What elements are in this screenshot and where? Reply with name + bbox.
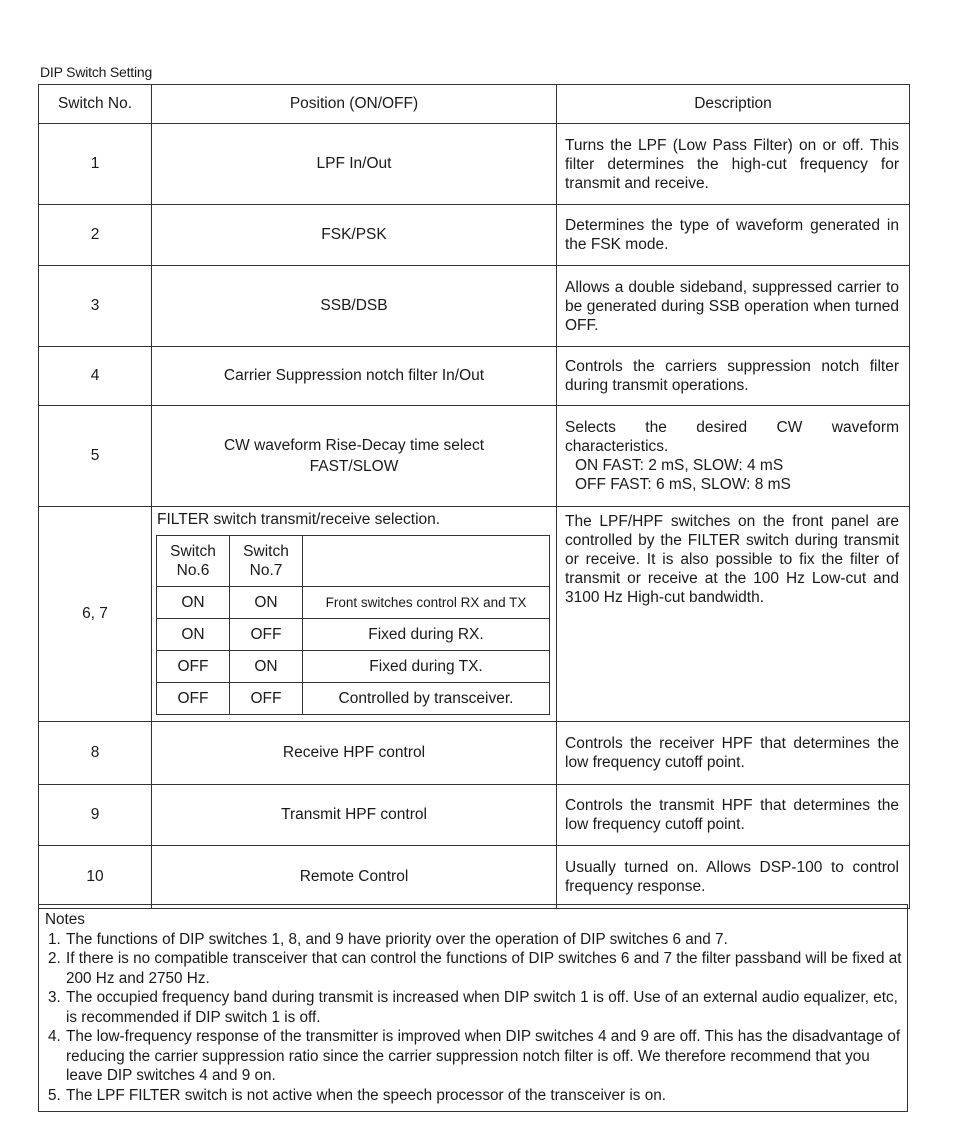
description: Controls the carriers suppression notch filter during transmit operations. — [557, 347, 910, 406]
notes-box — [38, 904, 908, 1112]
position: FSK/PSK — [152, 205, 557, 266]
subtable-row — [157, 683, 550, 715]
switch-no: 5 — [39, 406, 152, 507]
position: LPF In/Out — [152, 124, 557, 205]
table-row — [39, 846, 910, 909]
description: Determines the type of waveform generated in the FSK mode. — [557, 205, 910, 266]
description-line: Selects the desired CW waveform characteristics. — [565, 419, 899, 455]
filter-mode: Fixed during RX. — [303, 619, 550, 651]
filter-selection — [152, 507, 557, 722]
subheader-switch7: Switch No.7 — [230, 536, 303, 587]
filter-caption: FILTER switch transmit/receive selection. — [157, 511, 441, 528]
dip-switch-table — [38, 84, 910, 909]
header-description: Description — [557, 85, 910, 124]
position: Transmit HPF control — [152, 785, 557, 846]
table-row — [39, 124, 910, 205]
subtable-row — [157, 587, 550, 619]
description: The LPF/HPF switches on the front panel are controlled by the FILTER switch during transmit or receive. It is also possible to fix the filter of transmit or receive at the 100 Hz Low-cut and 3100 Hz High-cut bandwidth. — [557, 507, 910, 722]
switch-no: 8 — [39, 722, 152, 785]
table-row — [39, 347, 910, 406]
switch7-state: OFF — [230, 619, 303, 651]
description: Allows a double sideband, suppressed carrier to be generated during SSB operation when turned OFF. — [557, 266, 910, 347]
description: Controls the receiver HPF that determines the low frequency cutoff point. — [557, 722, 910, 785]
switch-no: 2 — [39, 205, 152, 266]
table-header-row — [39, 85, 910, 124]
position: Remote Control — [152, 846, 557, 909]
position: Receive HPF control — [152, 722, 557, 785]
switch7-state: OFF — [230, 683, 303, 715]
table-row — [39, 205, 910, 266]
note-item: 1. The functions of DIP switches 1, 8, and 9 have priority over the operation of DIP switches 6 and 7. — [65, 930, 907, 950]
table-row — [39, 722, 910, 785]
description: Usually turned on. Allows DSP-100 to control frequency response. — [557, 846, 910, 909]
switch-no: 1 — [39, 124, 152, 205]
subtable-header-row — [157, 536, 550, 587]
subtable-row — [157, 619, 550, 651]
switch6-state: ON — [157, 587, 230, 619]
table-row — [39, 266, 910, 347]
switch-no: 4 — [39, 347, 152, 406]
note-item: 5. The LPF FILTER switch is not active when the speech processor of the transceiver is on. — [65, 1086, 907, 1106]
header-switch-no: Switch No. — [39, 85, 152, 124]
position: SSB/DSB — [152, 266, 557, 347]
subheader-blank — [303, 536, 550, 587]
table-row — [39, 406, 910, 507]
subtable-row — [157, 651, 550, 683]
switch7-state: ON — [230, 651, 303, 683]
position: Carrier Suppression notch filter In/Out — [152, 347, 557, 406]
position — [152, 406, 557, 507]
notes-list — [45, 930, 907, 1106]
switch-no: 6, 7 — [39, 507, 152, 722]
subheader-switch6: Switch No.6 — [157, 536, 230, 587]
switch6-state: OFF — [157, 683, 230, 715]
note-item: 2. If there is no compatible transceiver that can control the functions of DIP switches 6 and 7 the filter passband will be fixed at 200 Hz and 2750 Hz. — [65, 949, 907, 988]
switch-no: 10 — [39, 846, 152, 909]
switch6-state: OFF — [157, 651, 230, 683]
filter-subtable — [156, 535, 550, 715]
filter-mode: Front switches control RX and TX — [303, 587, 550, 619]
position-line: CW waveform Rise-Decay time select — [223, 437, 485, 454]
header-position: Position (ON/OFF) — [152, 85, 557, 124]
description: Controls the transmit HPF that determines the low frequency cutoff point. — [557, 785, 910, 846]
position-line: FAST/SLOW — [309, 458, 399, 475]
description — [557, 406, 910, 507]
switch6-state: ON — [157, 619, 230, 651]
notes-heading: Notes — [45, 911, 85, 928]
description: Turns the LPF (Low Pass Filter) on or off. This filter determines the high-cut frequency for transmit and receive. — [557, 124, 910, 205]
switch-no: 3 — [39, 266, 152, 347]
switch7-state: ON — [230, 587, 303, 619]
description-line: ON FAST: 2 mS, SLOW: 4 mS — [575, 457, 784, 474]
switch-no: 9 — [39, 785, 152, 846]
filter-mode: Fixed during TX. — [303, 651, 550, 683]
table-row — [39, 785, 910, 846]
note-item: 4. The low-frequency response of the transmitter is improved when DIP switches 4 and 9 are off. This has the disadvantage of reducing the carrier suppression ratio since the carrier suppression notch filter is off. We therefore recommend that you leave DIP switches 4 and 9 on. — [65, 1027, 907, 1086]
section-title: DIP Switch Setting — [40, 64, 153, 80]
note-item: 3. The occupied frequency band during transmit is increased when DIP switch 1 is off. Use of an external audio equalizer, etc, is recommended if DIP switch 1 is off. — [65, 988, 907, 1027]
table-row — [39, 507, 910, 722]
description-line: OFF FAST: 6 mS, SLOW: 8 mS — [575, 476, 791, 493]
filter-mode: Controlled by transceiver. — [303, 683, 550, 715]
